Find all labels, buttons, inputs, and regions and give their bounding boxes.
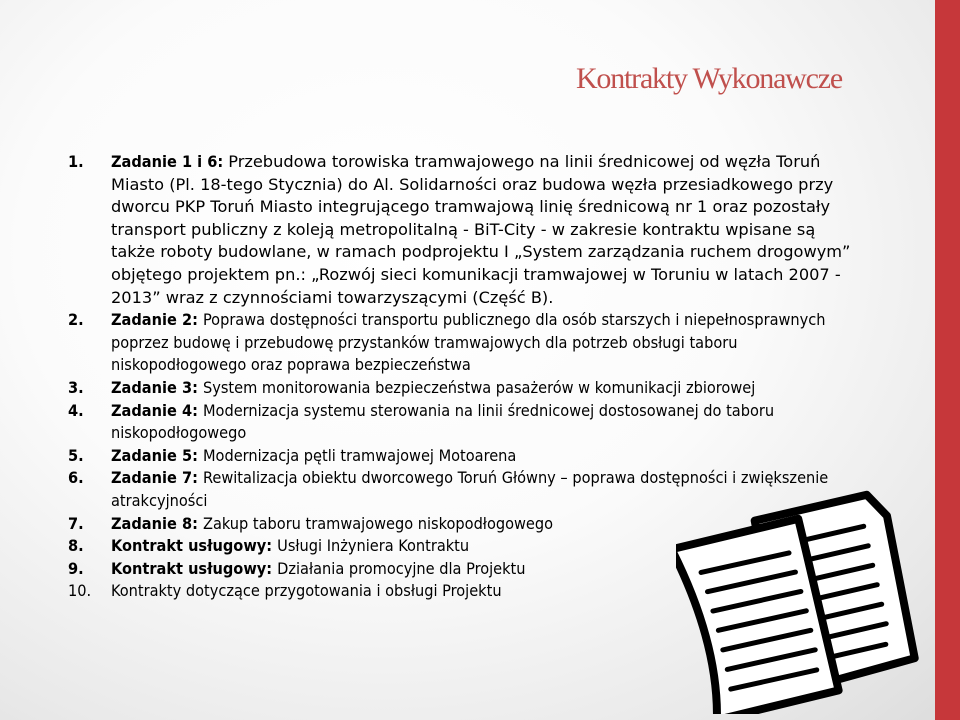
list-item bbox=[68, 377, 858, 400]
item-content bbox=[111, 400, 858, 445]
item-label: Kontrakt usługowy: bbox=[111, 558, 278, 578]
item-number: 2. bbox=[68, 310, 84, 330]
item-number: 1. bbox=[68, 152, 84, 171]
item-text: Zakup taboru tramwajowego niskopodłogowego bbox=[202, 513, 554, 533]
item-label: Zadanie 3: bbox=[111, 377, 203, 397]
item-number: 5. bbox=[68, 445, 84, 465]
item-text: Działania promocyjne dla Projektu bbox=[277, 558, 526, 578]
item-content bbox=[111, 445, 858, 468]
item-text: Modernizacja systemu sterowania na linii średnicowej dostosowanej do taboru niskopodłogowego bbox=[111, 400, 775, 443]
accent-bar bbox=[935, 0, 960, 720]
item-number: 7. bbox=[68, 513, 84, 533]
item-number: 10. bbox=[68, 581, 92, 601]
item-label: Zadanie 7: bbox=[111, 468, 203, 488]
item-text: Modernizacja pętli tramwajowej Motoarena bbox=[202, 445, 517, 465]
item-text: Rewitalizacja obiektu dworcowego Toruń Główny – poprawa dostępności i zwiększenie atrakcyjności bbox=[111, 468, 829, 510]
item-label: Zadanie 5: bbox=[111, 445, 203, 465]
documents-icon bbox=[676, 474, 926, 714]
item-number: 6. bbox=[68, 468, 84, 488]
list-item bbox=[68, 151, 858, 309]
item-label: Zadanie 1 i 6: bbox=[111, 152, 229, 171]
item-content bbox=[111, 377, 858, 400]
list-item bbox=[68, 309, 858, 377]
item-text: Usługi Inżyniera Kontraktu bbox=[277, 536, 470, 556]
slide-title: Kontrakty Wykonawcze bbox=[575, 62, 842, 95]
item-label: Zadanie 2: bbox=[111, 310, 203, 330]
item-number: 4. bbox=[68, 400, 84, 420]
item-label: Kontrakt usługowy: bbox=[111, 536, 278, 556]
item-number: 9. bbox=[68, 558, 84, 578]
item-label: Zadanie 4: bbox=[111, 400, 203, 420]
item-text: Poprawa dostępności transportu publicznego dla osób starszych i niepełnosprawnych poprzez budowę i przebudowę przystanków tramwajowych dla potrzeb obsługi taboru niskopodłogowego oraz poprawa bezpieczeństwa bbox=[111, 310, 826, 375]
item-text: Przebudowa torowiska tramwajowego na linii średnicowej od węzła Toruń Miasto (Pl. 18-tego Stycznia) do Al. Solidarności oraz budowa węzła przesiadkowego przy dworcu PKP Toruń Miasto integrującego tramwajową linię średnicową nr 1 oraz pozostały transport publiczny z koleją metropolitalną - BiT-City - w zakresie kontraktu wpisane są także roboty budowlane, w ramach podprojektu I „System zarządzania ruchem drogowym” objętego projektem pn.: „Rozwój sieci komunikacji tramwajowej w Toruniu w latach 2007 - 2013” wraz z czynnościami towarzyszącymi (Część B). bbox=[111, 152, 851, 307]
item-label: Zadanie 8: bbox=[111, 513, 203, 533]
list-item bbox=[68, 445, 858, 468]
item-content bbox=[111, 151, 858, 309]
item-text: System monitorowania bezpieczeństwa pasażerów w komunikacji zbiorowej bbox=[202, 377, 756, 397]
item-content bbox=[111, 309, 858, 377]
item-text: Kontrakty dotyczące przygotowania i obsługi Projektu bbox=[111, 581, 502, 601]
list-item bbox=[68, 400, 858, 445]
item-number: 3. bbox=[68, 377, 84, 397]
item-number: 8. bbox=[68, 536, 84, 556]
